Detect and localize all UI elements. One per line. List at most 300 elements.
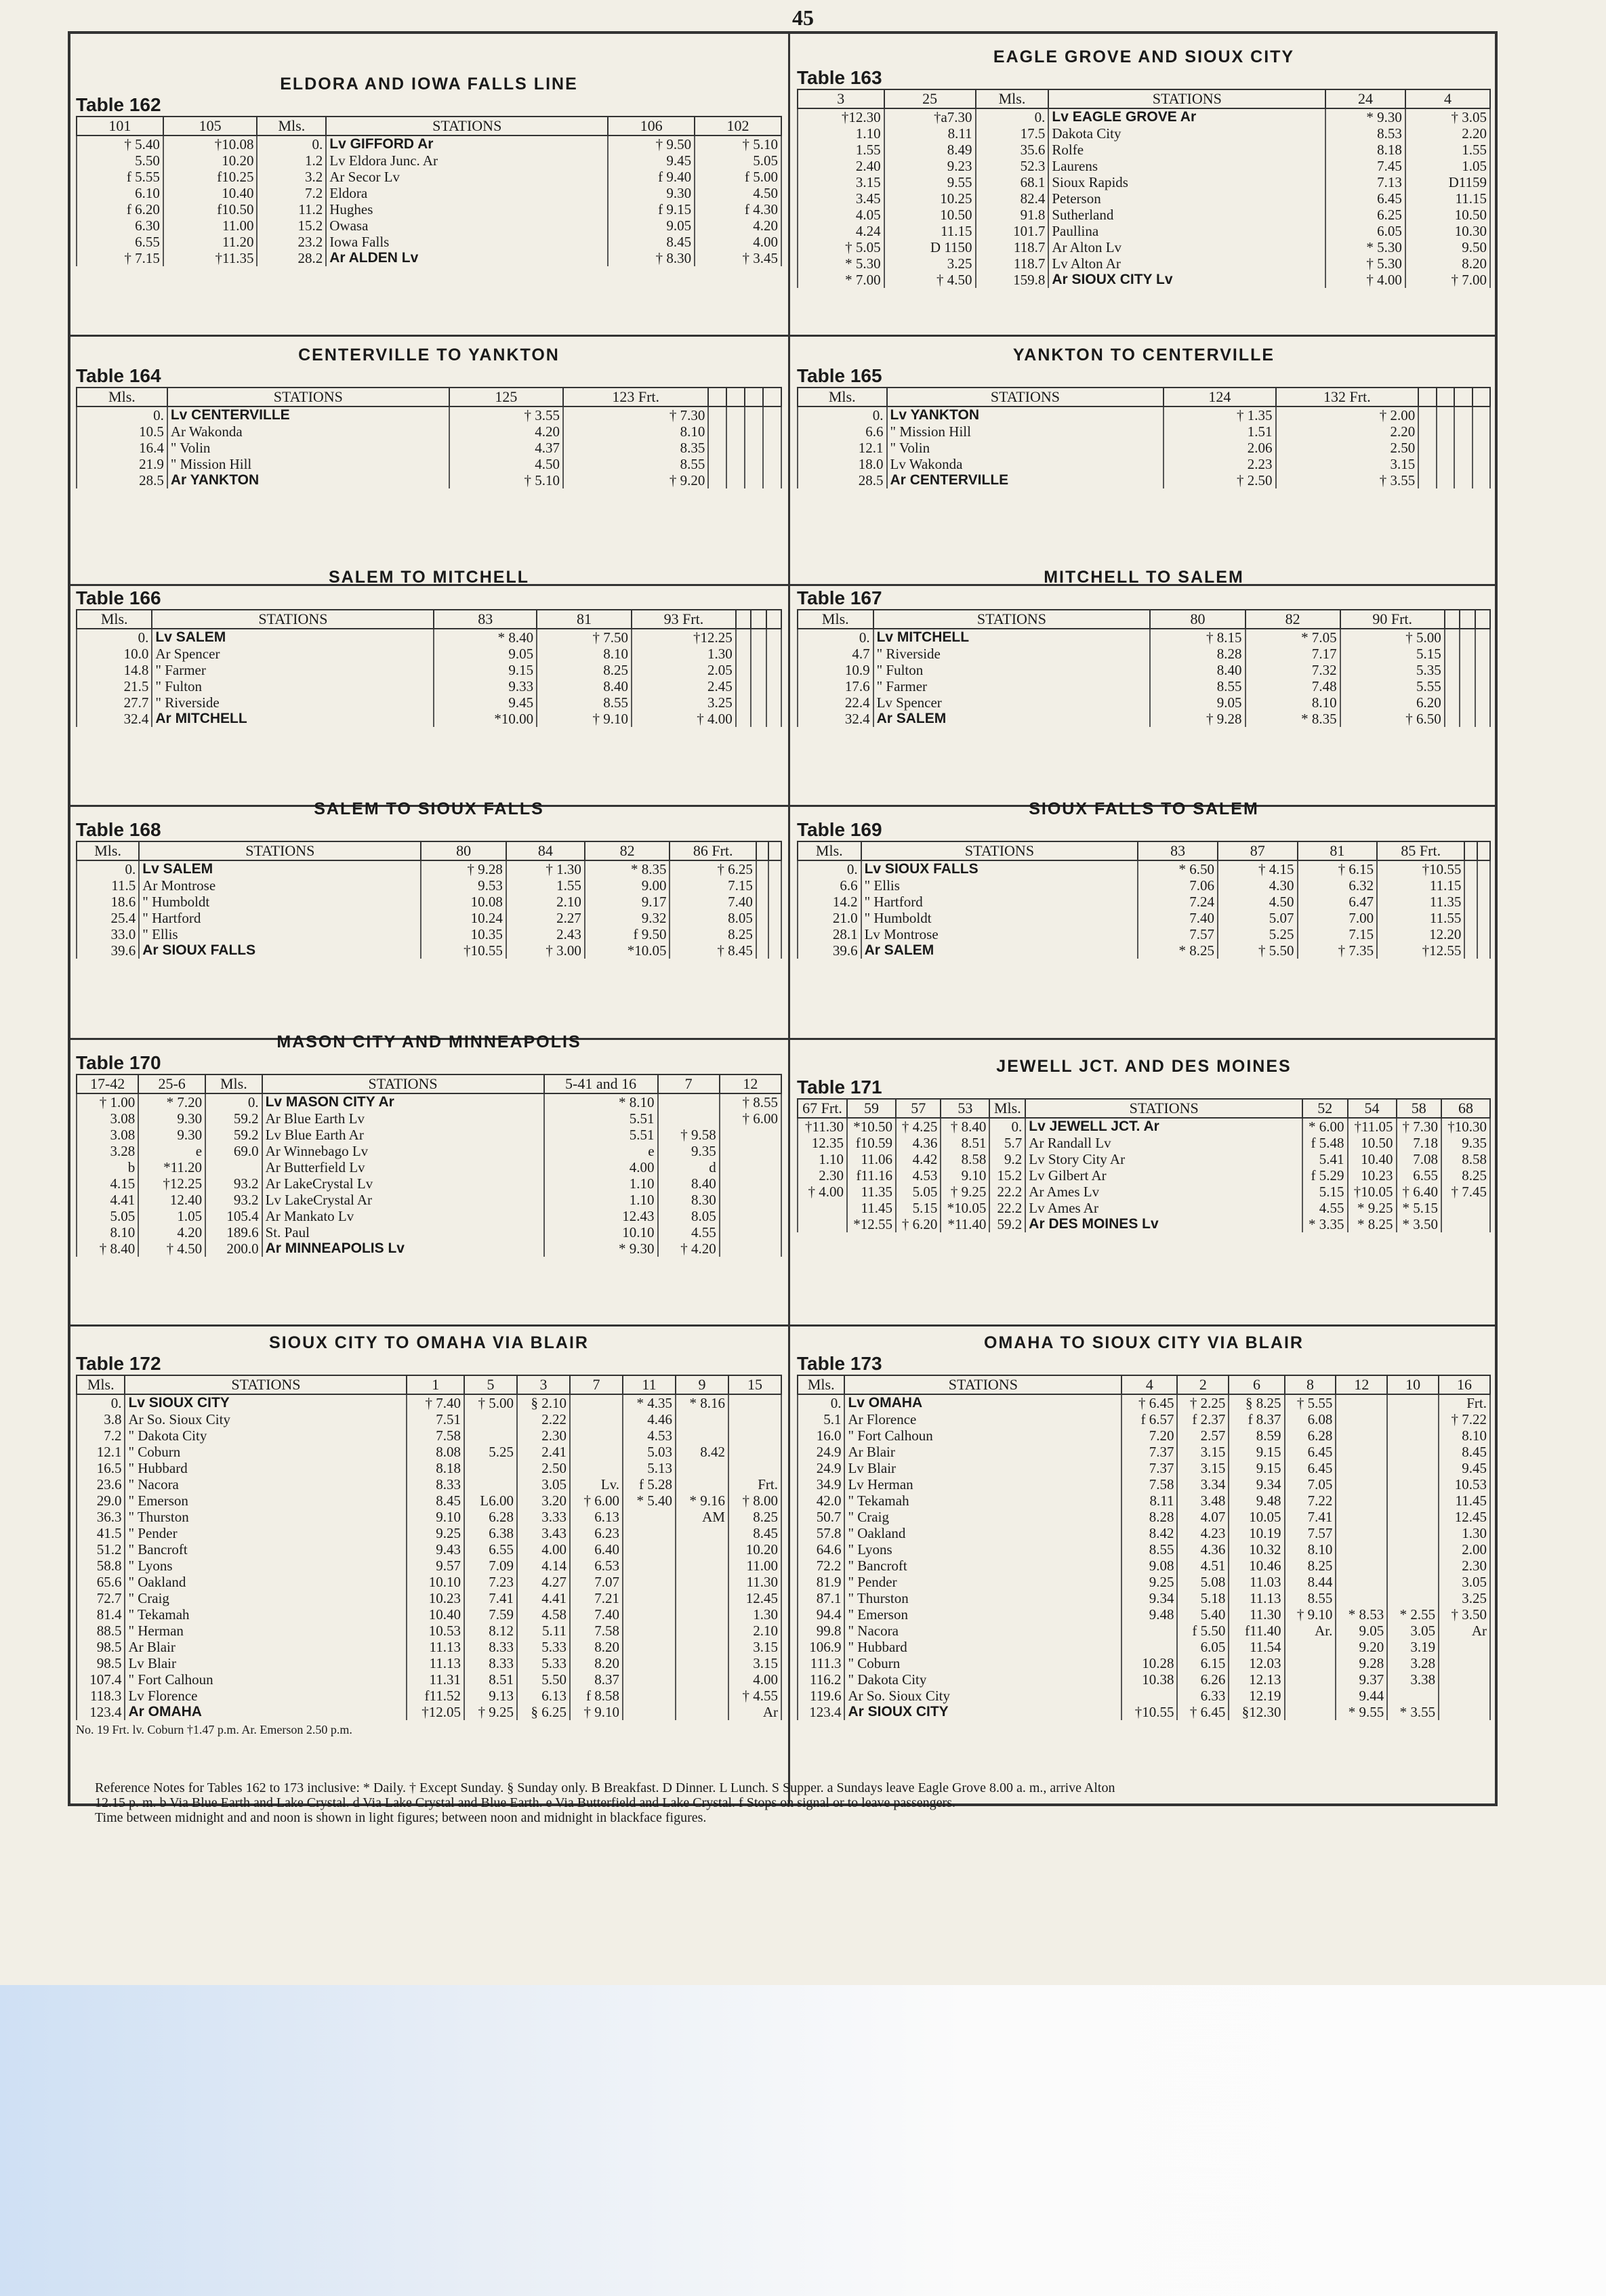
time-cell: † 6.45 [1121, 1394, 1177, 1411]
table-row [798, 1118, 1490, 1135]
time-cell: 2.22 [517, 1411, 570, 1427]
time-cell [1336, 1525, 1387, 1541]
empty-cell [766, 711, 781, 727]
time-cell: † 1.35 [1164, 406, 1275, 423]
time-cell: 10.10 [407, 1574, 464, 1590]
empty-cell [1445, 694, 1460, 711]
time-cell: 33.0 [77, 926, 139, 942]
time-cell: § 6.25 [517, 1704, 570, 1720]
time-cell: 3.15 [1177, 1444, 1229, 1460]
station-cell: Lv SIOUX CITY [125, 1394, 407, 1411]
time-cell: 9.08 [1121, 1558, 1177, 1574]
time-cell: 1.30 [728, 1606, 781, 1623]
time-cell: 17.6 [798, 678, 873, 694]
empty-cell [756, 894, 769, 910]
row-divider [68, 335, 1498, 337]
time-cell: 11.15 [1405, 190, 1490, 207]
time-cell: 11.35 [1377, 894, 1464, 910]
time-cell: * 4.35 [623, 1394, 676, 1411]
time-cell: 7.15 [670, 877, 756, 894]
time-cell: 3.38 [1387, 1671, 1439, 1688]
time-cell: 28.1 [798, 926, 861, 942]
table-row [77, 1476, 781, 1493]
time-cell: 1.10 [544, 1175, 658, 1192]
empty-column-header [1473, 388, 1490, 406]
time-cell: * 3.35 [1302, 1216, 1347, 1232]
time-cell: 10.35 [421, 926, 506, 942]
empty-cell [768, 860, 781, 877]
freight-side-note: No. 19 Frt. lv. Coburn †1.47 p.m. Ar. Emerson 2.50 p.m. [76, 1723, 352, 1736]
time-cell: 3.25 [1439, 1590, 1490, 1606]
time-cell: 6.28 [464, 1509, 517, 1525]
column-header: Mls. [798, 388, 887, 406]
time-cell: 8.05 [658, 1208, 720, 1224]
column-header: 3 [798, 89, 884, 108]
time-cell: f 2.37 [1177, 1411, 1229, 1427]
empty-cell [1464, 894, 1477, 910]
empty-cell [726, 406, 745, 423]
time-cell: 5.07 [1218, 910, 1298, 926]
empty-cell [726, 423, 745, 440]
time-cell [720, 1224, 781, 1240]
time-cell: 10.53 [407, 1623, 464, 1639]
time-cell: 9.43 [407, 1541, 464, 1558]
table-row [798, 255, 1490, 272]
time-cell: 3.25 [884, 255, 976, 272]
time-cell: § 2.10 [517, 1394, 570, 1411]
stations-header: STATIONS [125, 1375, 407, 1394]
station-cell: Ar Randall Lv [1025, 1135, 1302, 1151]
time-cell: 2.20 [1405, 125, 1490, 142]
time-cell: † 8.45 [670, 942, 756, 959]
time-cell: f 8.58 [570, 1688, 623, 1704]
time-cell [1387, 1688, 1439, 1704]
stations-header: STATIONS [326, 117, 608, 135]
empty-cell [736, 694, 751, 711]
column-header: Mls. [798, 841, 861, 860]
station-cell: Lv Montrose [861, 926, 1138, 942]
time-cell: 51.2 [77, 1541, 125, 1558]
table-row [77, 406, 781, 423]
time-cell: 2.30 [798, 1167, 847, 1184]
time-cell: 0. [989, 1118, 1025, 1135]
station-cell: Ar So. Sioux City [125, 1411, 407, 1427]
table-row [798, 678, 1490, 694]
column-header: 82 [1245, 610, 1340, 629]
time-cell: 4.53 [623, 1427, 676, 1444]
time-cell: 11.55 [1377, 910, 1464, 926]
time-cell: 9.48 [1229, 1493, 1284, 1509]
empty-cell [1437, 472, 1454, 488]
time-cell: 9.45 [434, 694, 537, 711]
time-cell [1387, 1493, 1439, 1509]
time-cell: 12.20 [1377, 926, 1464, 942]
time-cell: 7.37 [1121, 1460, 1177, 1476]
time-cell: 5.35 [1340, 662, 1445, 678]
empty-cell [1460, 694, 1475, 711]
table-number: Table 167 [797, 587, 882, 608]
empty-cell [1437, 423, 1454, 440]
table-row [798, 1200, 1490, 1216]
time-cell: * 6.50 [1138, 860, 1218, 877]
time-cell: 5.15 [896, 1200, 941, 1216]
station-cell: " Riverside [873, 646, 1151, 662]
table-row [798, 1444, 1490, 1460]
empty-cell [1437, 440, 1454, 456]
table-row [798, 1574, 1490, 1590]
time-cell: 4.27 [517, 1574, 570, 1590]
time-cell: † 3.50 [1439, 1606, 1490, 1623]
time-cell: f11.16 [847, 1167, 896, 1184]
table-165 [797, 346, 1491, 579]
time-cell [1336, 1476, 1387, 1493]
time-cell [1439, 1704, 1490, 1720]
empty-cell [1464, 877, 1477, 894]
time-cell: 39.6 [798, 942, 861, 959]
time-cell: †a7.30 [884, 108, 976, 125]
station-cell: " Volin [167, 440, 449, 456]
time-cell [623, 1558, 676, 1574]
table-row [77, 1143, 781, 1159]
station-cell: " Dakota City [125, 1427, 407, 1444]
time-cell [676, 1671, 728, 1688]
time-cell: 8.55 [1150, 678, 1245, 694]
time-cell [623, 1525, 676, 1541]
time-cell: Frt. [728, 1476, 781, 1493]
station-cell: Ar SIOUX CITY Lv [1048, 272, 1325, 288]
table-row [798, 1655, 1490, 1671]
time-cell: 8.33 [407, 1476, 464, 1493]
column-header: 53 [941, 1099, 989, 1118]
time-cell: † 5.40 [77, 135, 163, 152]
time-cell: 6.08 [1285, 1411, 1336, 1427]
time-cell: * 3.55 [1387, 1704, 1439, 1720]
header-row [77, 117, 781, 135]
time-cell: 3.08 [77, 1127, 138, 1143]
notes-line-2: 12.15 p. m. b Via Blue Earth and Lake Crystal. d Via Lake Crystal and Blue Earth. e Via Butterfield and Lake Crystal. f Stops on signal or to leave passengers. [95, 1795, 955, 1810]
empty-cell [1418, 456, 1436, 472]
time-cell: 0. [798, 860, 861, 877]
time-cell: 4.00 [517, 1541, 570, 1558]
time-cell [623, 1639, 676, 1655]
time-cell: 1.05 [138, 1208, 205, 1224]
empty-cell [1445, 662, 1460, 678]
time-cell: 9.48 [1121, 1606, 1177, 1623]
time-cell: 11.31 [407, 1671, 464, 1688]
empty-cell [1473, 423, 1490, 440]
station-cell: Lv Blair [125, 1655, 407, 1671]
time-cell: 10.40 [407, 1606, 464, 1623]
column-header: 16 [1439, 1375, 1490, 1394]
stations-header: STATIONS [844, 1375, 1121, 1394]
time-cell: †12.05 [407, 1704, 464, 1720]
time-cell: * 5.40 [623, 1493, 676, 1509]
time-cell: f 6.57 [1121, 1411, 1177, 1427]
time-cell [1387, 1460, 1439, 1476]
time-cell [464, 1460, 517, 1476]
time-cell: 11.00 [728, 1558, 781, 1574]
time-cell: 0. [798, 1394, 844, 1411]
time-cell [1285, 1688, 1336, 1704]
empty-cell [1473, 406, 1490, 423]
time-cell: 1.55 [1405, 142, 1490, 158]
table-row [77, 1655, 781, 1671]
time-cell: 2.23 [1164, 456, 1275, 472]
time-cell: † 2.50 [1164, 472, 1275, 488]
time-cell [728, 1394, 781, 1411]
time-cell [720, 1175, 781, 1192]
time-cell: 4.14 [517, 1558, 570, 1574]
time-cell: 7.08 [1397, 1151, 1441, 1167]
time-cell: 11.13 [407, 1655, 464, 1671]
column-header: 6 [1229, 1375, 1284, 1394]
time-cell: 10.25 [884, 190, 976, 207]
table-171 [797, 1057, 1491, 1322]
time-cell: 11.13 [1229, 1590, 1284, 1606]
empty-cell [745, 456, 763, 472]
time-cell: 8.10 [563, 423, 708, 440]
time-cell: 2.06 [1164, 440, 1275, 456]
time-cell: 6.13 [570, 1509, 623, 1525]
table-row [798, 894, 1490, 910]
empty-cell [751, 678, 766, 694]
empty-cell [1418, 423, 1436, 440]
time-cell: 10.20 [163, 152, 258, 169]
time-cell: * 9.30 [544, 1240, 658, 1257]
header-row [77, 1074, 781, 1093]
empty-cell [1460, 629, 1475, 646]
time-cell: f 9.40 [608, 169, 695, 185]
column-header: 17-42 [77, 1074, 138, 1093]
timetable [797, 1375, 1491, 1720]
time-cell: 123.4 [798, 1704, 844, 1720]
empty-column-header [726, 388, 745, 406]
time-cell: 10.38 [1121, 1671, 1177, 1688]
time-cell: 9.10 [407, 1509, 464, 1525]
time-cell: 27.7 [77, 694, 152, 711]
station-cell: Ar SALEM [873, 711, 1151, 727]
station-cell: " Lyons [844, 1541, 1121, 1558]
station-cell: Lv MASON CITY Ar [262, 1093, 544, 1110]
time-cell [676, 1541, 728, 1558]
time-cell: 6.53 [570, 1558, 623, 1574]
time-cell: 9.45 [1439, 1460, 1490, 1476]
station-cell: Ar Butterfield Lv [262, 1159, 544, 1175]
time-cell: 5.40 [1177, 1606, 1229, 1623]
time-cell: 8.55 [537, 694, 632, 711]
time-cell: † 9.25 [941, 1184, 989, 1200]
time-cell: 17.5 [976, 125, 1049, 142]
time-cell: 118.7 [976, 255, 1049, 272]
time-cell: 7.37 [1121, 1444, 1177, 1460]
table-row [77, 646, 781, 662]
table-row [798, 1509, 1490, 1525]
station-cell: Sioux Rapids [1048, 174, 1325, 190]
time-cell: 8.40 [1150, 662, 1245, 678]
time-cell: 8.44 [1285, 1574, 1336, 1590]
time-cell: *11.20 [138, 1159, 205, 1175]
empty-column-header [1477, 841, 1490, 860]
station-cell: Ar Blair [844, 1444, 1121, 1460]
table-number: Table 169 [797, 819, 882, 840]
table-163 [797, 47, 1491, 332]
station-cell: " Tekamah [125, 1606, 407, 1623]
time-cell: AM [676, 1509, 728, 1525]
table-row [77, 1127, 781, 1143]
table-number: Table 171 [797, 1077, 882, 1098]
station-cell: " Craig [125, 1590, 407, 1606]
table-row [77, 678, 781, 694]
time-cell: 9.20 [1336, 1639, 1387, 1655]
station-cell: Ar Montrose [139, 877, 421, 894]
time-cell: † 9.10 [1285, 1606, 1336, 1623]
time-cell: 7.59 [464, 1606, 517, 1623]
time-cell: 8.37 [570, 1671, 623, 1688]
empty-cell [745, 423, 763, 440]
table-row [798, 1639, 1490, 1655]
station-cell: Ar DES MOINES Lv [1025, 1216, 1302, 1232]
stations-header: STATIONS [887, 388, 1164, 406]
time-cell: 3.28 [77, 1143, 138, 1159]
time-cell: † 9.50 [608, 135, 695, 152]
time-cell: 72.7 [77, 1590, 125, 1606]
empty-column-header [1437, 388, 1454, 406]
time-cell: * 5.30 [798, 255, 884, 272]
header-row [798, 89, 1490, 108]
table-title: YANKTON TO CENTERVILLE [1012, 346, 1275, 364]
time-cell: † 7.00 [1405, 272, 1490, 288]
time-cell: 4.58 [517, 1606, 570, 1623]
time-cell: 10.50 [1348, 1135, 1397, 1151]
table-row [77, 1110, 781, 1127]
empty-cell [766, 646, 781, 662]
empty-cell [736, 678, 751, 694]
time-cell: * 8.16 [676, 1394, 728, 1411]
time-cell: †12.25 [632, 629, 736, 646]
time-cell: 9.10 [941, 1167, 989, 1184]
table-row [798, 1704, 1490, 1720]
time-cell: 3.15 [728, 1655, 781, 1671]
time-cell: 21.9 [77, 456, 167, 472]
time-cell: 10.20 [728, 1541, 781, 1558]
time-cell: 12.45 [728, 1590, 781, 1606]
table-title: CENTERVILLE TO YANKTON [298, 346, 560, 364]
station-cell: Lv Story City Ar [1025, 1151, 1302, 1167]
empty-cell [1477, 910, 1490, 926]
stations-header: STATIONS [873, 610, 1151, 629]
station-cell: " Hubbard [844, 1639, 1121, 1655]
time-cell: 11.06 [847, 1151, 896, 1167]
time-cell: 8.10 [77, 1224, 138, 1240]
time-cell: 9.15 [1229, 1444, 1284, 1460]
time-cell [623, 1623, 676, 1639]
time-cell: 10.50 [884, 207, 976, 223]
station-cell: " Fort Calhoun [125, 1671, 407, 1688]
time-cell: 9.23 [884, 158, 976, 174]
station-cell: Lv CENTERVILLE [167, 406, 449, 423]
station-cell: Owasa [326, 217, 608, 234]
time-cell: 11.20 [163, 234, 258, 250]
time-cell [623, 1655, 676, 1671]
time-cell: 11.30 [1229, 1606, 1284, 1623]
time-cell: † 6.50 [1340, 711, 1445, 727]
column-header: 84 [506, 841, 585, 860]
table-number: Table 165 [797, 365, 882, 386]
time-cell: 10.53 [1439, 1476, 1490, 1493]
time-cell: 14.8 [77, 662, 152, 678]
time-cell: 118.3 [77, 1688, 125, 1704]
stations-header: STATIONS [262, 1074, 544, 1093]
time-cell: 11.45 [1439, 1493, 1490, 1509]
timetable [76, 1074, 782, 1257]
station-cell: " Coburn [125, 1444, 407, 1460]
time-cell: 6.47 [1298, 894, 1378, 910]
time-cell [1387, 1394, 1439, 1411]
time-cell: 24.9 [798, 1444, 844, 1460]
time-cell [676, 1476, 728, 1493]
time-cell: 22.4 [798, 694, 873, 711]
empty-cell [751, 694, 766, 711]
time-cell: 3.8 [77, 1411, 125, 1427]
time-cell: † 4.15 [1218, 860, 1298, 877]
station-cell: Ar Secor Lv [326, 169, 608, 185]
column-header: 80 [421, 841, 506, 860]
column-divider [788, 33, 790, 1805]
station-cell: " Bancroft [125, 1541, 407, 1558]
table-row [798, 272, 1490, 288]
time-cell: 34.9 [798, 1476, 844, 1493]
time-cell [676, 1525, 728, 1541]
table-row [798, 1671, 1490, 1688]
column-header: 102 [695, 117, 781, 135]
column-header: 5-41 and 16 [544, 1074, 658, 1093]
column-header: 132 Frt. [1276, 388, 1419, 406]
time-cell: 9.30 [138, 1127, 205, 1143]
time-cell: † 8.40 [77, 1240, 138, 1257]
time-cell: 0. [77, 860, 139, 877]
station-cell: " Mission Hill [167, 456, 449, 472]
timetable [797, 609, 1491, 727]
empty-cell [708, 406, 726, 423]
time-cell: 5.15 [1340, 646, 1445, 662]
time-cell: 9.28 [1336, 1655, 1387, 1671]
time-cell: 1.10 [544, 1192, 658, 1208]
time-cell: 10.46 [1229, 1558, 1284, 1574]
table-row [77, 910, 781, 926]
time-cell [676, 1655, 728, 1671]
empty-cell [708, 423, 726, 440]
time-cell: 81.4 [77, 1606, 125, 1623]
timetable [76, 387, 782, 488]
time-cell: 6.45 [1285, 1460, 1336, 1476]
station-cell: " Humboldt [139, 894, 421, 910]
time-cell: † 5.30 [1325, 255, 1405, 272]
time-cell: 9.55 [884, 174, 976, 190]
time-cell: f 5.29 [1302, 1167, 1347, 1184]
empty-cell [763, 406, 781, 423]
time-cell: 11.5 [77, 877, 139, 894]
time-cell [1285, 1704, 1336, 1720]
time-cell: 87.1 [798, 1590, 844, 1606]
time-cell: † 9.58 [658, 1127, 720, 1143]
time-cell: f 5.55 [77, 169, 163, 185]
time-cell: 4.55 [658, 1224, 720, 1240]
time-cell [1121, 1688, 1177, 1704]
table-168 [76, 799, 782, 1037]
empty-cell [1477, 926, 1490, 942]
time-cell: † 6.20 [896, 1216, 941, 1232]
time-cell [720, 1127, 781, 1143]
